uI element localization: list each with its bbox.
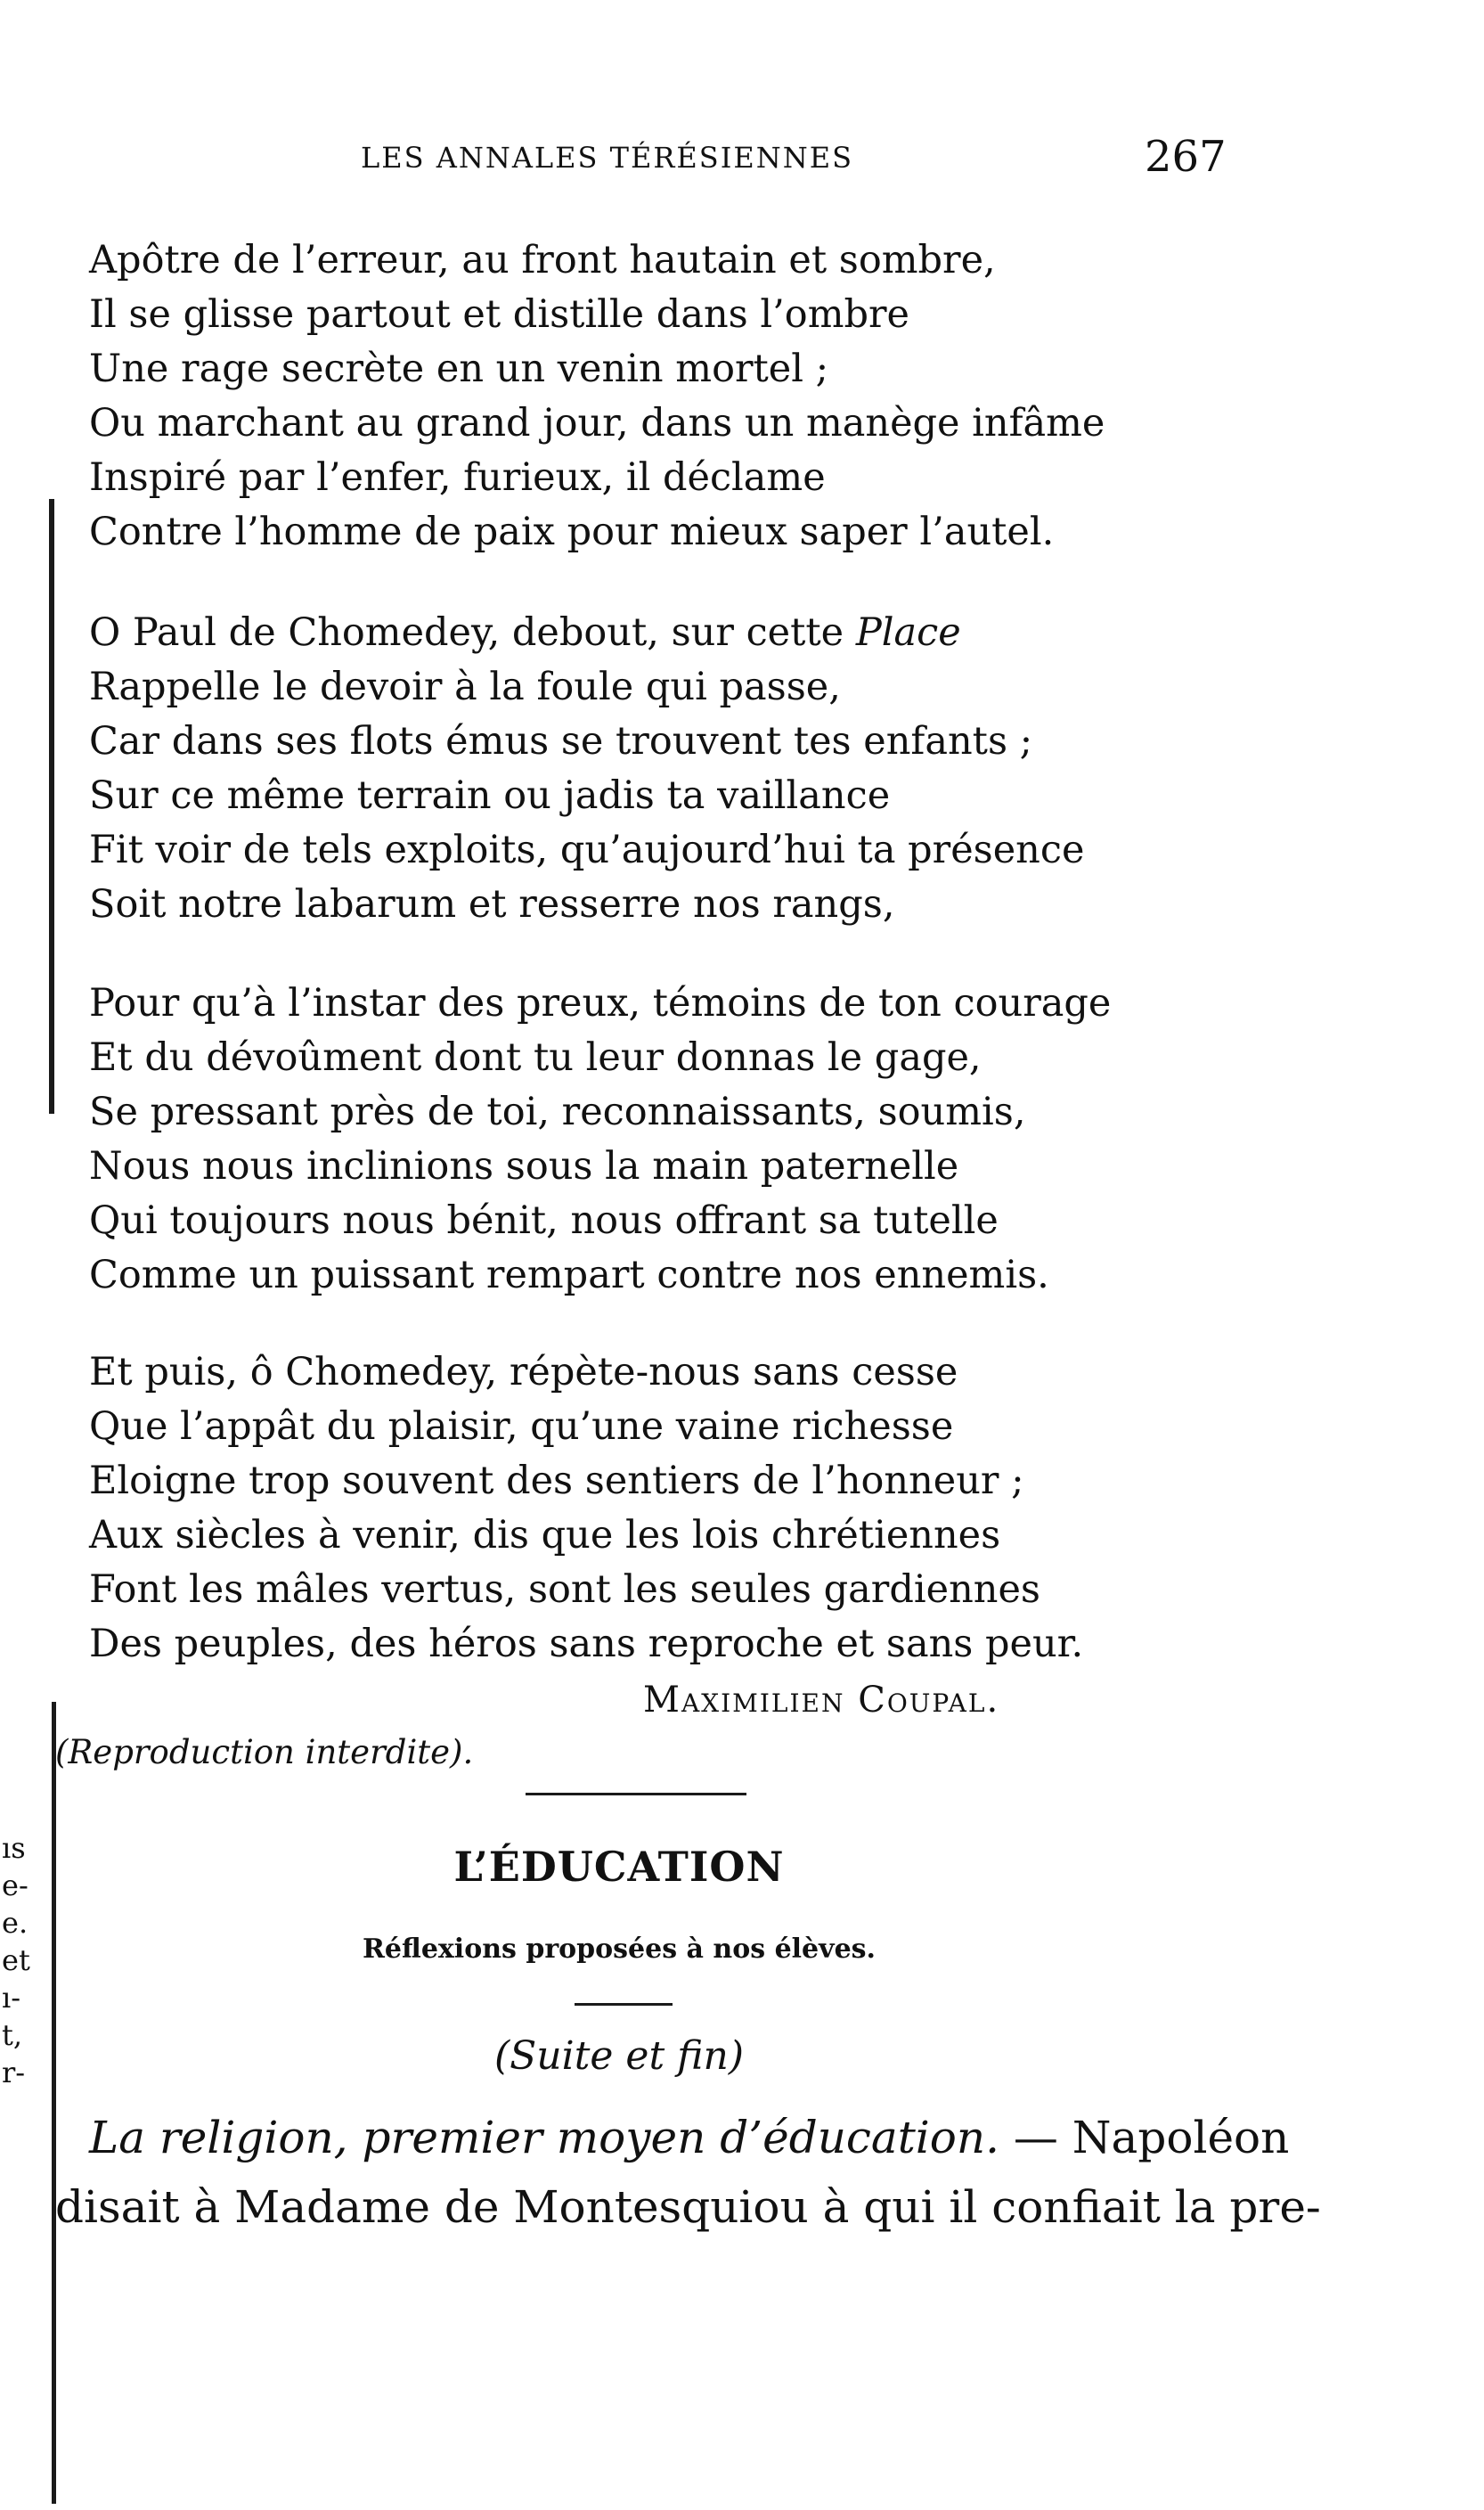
poem-line-italic: Place	[855, 610, 961, 655]
poem-line: Qui toujours nous bénit, nous offrant sa tutelle	[89, 1198, 999, 1243]
poem-line: Contre l’homme de paix pour mieux saper l’autel.	[89, 510, 1055, 554]
poem-line: Des peuples, des héros sans reproche et sans peur.	[89, 1622, 1084, 1666]
section-continuation: (Suite et fin)	[494, 2033, 744, 2079]
poem-line: Fit voir de tels exploits, qu’aujourd’hui ta présence	[89, 828, 1085, 872]
poem-line-text: O Paul de Chomedey, debout, sur cette	[89, 610, 856, 655]
poem-line: Font les mâles vertus, sont les seules gardiennes	[89, 1567, 1040, 1612]
margin-rule-lower	[52, 1702, 56, 2504]
poem-line: Car dans ses flots émus se trouvent tes enfants ;	[89, 719, 1033, 764]
running-title: LES ANNALES TÉRÉSIENNES	[361, 141, 853, 175]
poem-line: Rappelle le devoir à la foule qui passe,	[89, 665, 841, 709]
poem-line: Soit notre labarum et resserre nos rangs,	[89, 882, 895, 927]
poem-line: Que l’appât du plaisir, qu’une vaine richesse	[89, 1404, 954, 1449]
poem-line: Eloigne trop souvent des sentiers de l’honneur ;	[89, 1459, 1024, 1503]
poem-line: Nous nous inclinions sous la main paternelle	[89, 1144, 959, 1189]
section-divider	[526, 1793, 746, 1795]
poem-line: Une rage secrète en un venin mortel ;	[89, 347, 829, 391]
body-italic-lead: La religion, premier moyen d’éducation.	[89, 2112, 999, 2163]
margin-fragment: ıs e- e. et ı- t, r-	[2, 1831, 30, 2089]
poem-line	[89, 606, 1084, 660]
poem-line: Comme un puissant rempart contre nos ennemis.	[89, 1253, 1049, 1297]
subtitle-divider	[575, 2003, 673, 2006]
section-subtitle: Réflexions proposées à nos élèves.	[363, 1934, 876, 1965]
poem-stanza-4	[89, 1345, 1083, 1672]
poem-line: Sur ce même terrain ou jadis ta vaillance	[89, 773, 891, 818]
poem-line: Pour qu’à l’instar des preux, témoins de ton courage	[89, 981, 1112, 1026]
poem-stanza-1	[89, 233, 1105, 560]
poem-line: Aux siècles à venir, dis que les lois chrétiennes	[89, 1513, 1001, 1558]
poem-line: Se pressant près de toi, reconnaissants, soumis,	[89, 1090, 1026, 1134]
reproduction-note: (Reproduction interdite).	[55, 1733, 474, 1771]
body-paragraph-line-2: disait à Madame de Montesquiou à qui il confiait la pre-	[55, 2181, 1321, 2233]
poem-signature: Maximilien Coupal.	[643, 1680, 1000, 1721]
poem-line: Et puis, ô Chomedey, répète-nous sans cesse	[89, 1350, 958, 1394]
poem-line: Ou marchant au grand jour, dans un manège infâme	[89, 401, 1105, 446]
page-number: 267	[1145, 132, 1227, 182]
body-paragraph-line	[89, 2112, 1289, 2163]
section-title: L’ÉDUCATION	[453, 1843, 785, 1891]
margin-rule	[49, 499, 54, 1114]
poem-stanza-3	[89, 977, 1111, 1303]
poem-line: Inspiré par l’enfer, furieux, il déclame	[89, 455, 826, 500]
poem-line: Il se glisse partout et distille dans l’ombre	[89, 292, 909, 337]
body-text: — Napoléon	[999, 2112, 1290, 2163]
poem-stanza-2	[89, 606, 1084, 932]
poem-line: Et du dévoûment dont tu leur donnas le gage,	[89, 1035, 982, 1080]
poem-line: Apôtre de l’erreur, au front hautain et sombre,	[89, 238, 996, 282]
